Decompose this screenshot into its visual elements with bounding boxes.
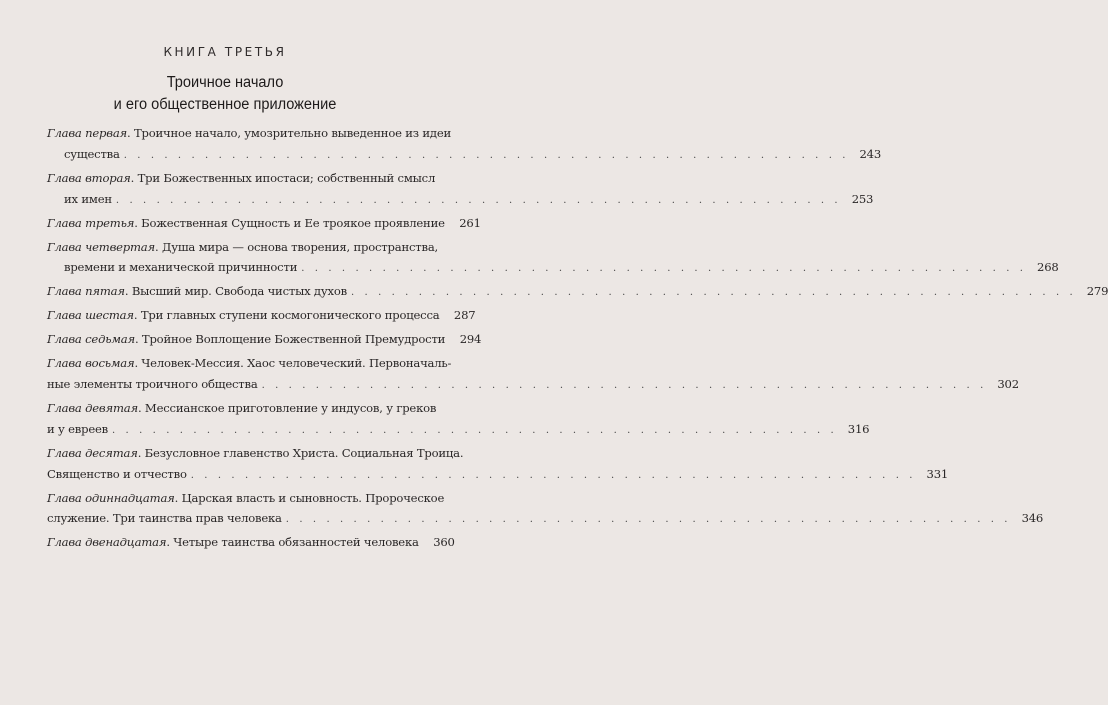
toc-entry [47, 398, 870, 442]
page-number: 360 [433, 535, 455, 550]
chapter-title: . Три Божественных ипостаси; собственный смысл [130, 170, 436, 185]
chapter-title-cont: существа [64, 146, 120, 161]
chapter-title: . Три главных ступени космогонического процесса [133, 308, 440, 323]
toc-entry [47, 281, 1108, 304]
chapter-title: . Мессианское приготовление у индусов, у греков [137, 401, 437, 416]
toc-entry [47, 329, 482, 352]
page-title [14, 72, 437, 116]
page-number: 253 [851, 191, 874, 206]
chapter-title: . Душа мира — основа творения, пространства, [155, 239, 439, 254]
chapter-name: Глава одиннадцатая [47, 490, 175, 505]
toc-entry [47, 237, 1059, 281]
toc-entry [47, 488, 1044, 532]
chapter-name: Глава десятая [47, 445, 138, 460]
chapter-name: Глава третья [47, 215, 135, 230]
chapter-title-cont: времени и механической причинности [64, 260, 298, 275]
chapter-name: Глава вторая [47, 170, 131, 185]
page-number: 302 [997, 377, 1019, 392]
book-label: КНИГА ТРЕТЬЯ [163, 45, 287, 59]
chapter-title: . Высший мир. Свобода чистых духов [124, 284, 347, 299]
chapter-name: Глава четвертая [47, 239, 155, 254]
page-number: 316 [847, 421, 870, 436]
toc-entry [47, 305, 476, 328]
chapter-title: . Тройное Воплощение Божественной Премудрости [134, 332, 446, 347]
chapter-name: Глава седьмая [47, 332, 135, 347]
chapter-title-cont: и у евреев [47, 421, 108, 436]
chapter-title-cont: их имен [64, 191, 112, 206]
chapter-name: Глава первая [47, 126, 128, 140]
page-number: 261 [459, 215, 481, 230]
page-number: 287 [453, 308, 476, 323]
toc-entry [47, 123, 882, 167]
leader-dots [116, 191, 841, 212]
chapter-name: Глава двенадцатая [47, 535, 167, 550]
chapter-title-cont: Священство и отчество [47, 466, 187, 481]
page-number: 346 [1021, 511, 1044, 526]
toc-entry [47, 353, 1019, 397]
page-number: 279 [1086, 284, 1108, 299]
leader-dots [286, 510, 1011, 531]
chapter-title: . Четыре таинства обязанностей человека [166, 535, 419, 550]
chapter-title: . Безусловное главенство Христа. Социальная Троица. [137, 445, 464, 460]
toc-entry [47, 443, 949, 487]
toc-entry [47, 213, 481, 236]
chapter-name: Глава девятая [47, 401, 138, 416]
chapter-title: . Троичное начало, умозрительно выведенное из идеи [127, 126, 452, 140]
title-line-2: и его общественное приложение [113, 96, 337, 113]
table-of-contents [47, 123, 1108, 556]
toc-entry [47, 532, 455, 555]
chapter-name: Глава пятая [47, 284, 125, 299]
leader-dots [262, 376, 987, 397]
chapter-title-cont: служение. Три таинства прав человека [47, 511, 282, 526]
page-number: 268 [1037, 260, 1059, 275]
leader-dots [351, 283, 1076, 304]
chapter-name: Глава восьмая [47, 356, 135, 371]
page-number: 331 [926, 466, 949, 481]
chapter-name: Глава шестая [47, 308, 134, 323]
leader-dots [191, 466, 916, 487]
page-number: 243 [859, 146, 882, 161]
page-number: 294 [459, 332, 482, 347]
leader-dots [112, 421, 837, 442]
chapter-title: . Царская власть и сыновность. Пророческое [174, 490, 445, 505]
title-line-1: Троичное начало [166, 74, 284, 91]
leader-dots [124, 146, 849, 167]
toc-entry [47, 168, 874, 212]
leader-dots [301, 259, 1026, 280]
chapter-title-cont: ные элементы троичного общества [47, 377, 258, 392]
chapter-title: . Божественная Сущность и Ее троякое проявление [134, 215, 445, 230]
chapter-title: . Человек-Мессия. Хаос человеческий. Первоначаль- [134, 356, 452, 371]
